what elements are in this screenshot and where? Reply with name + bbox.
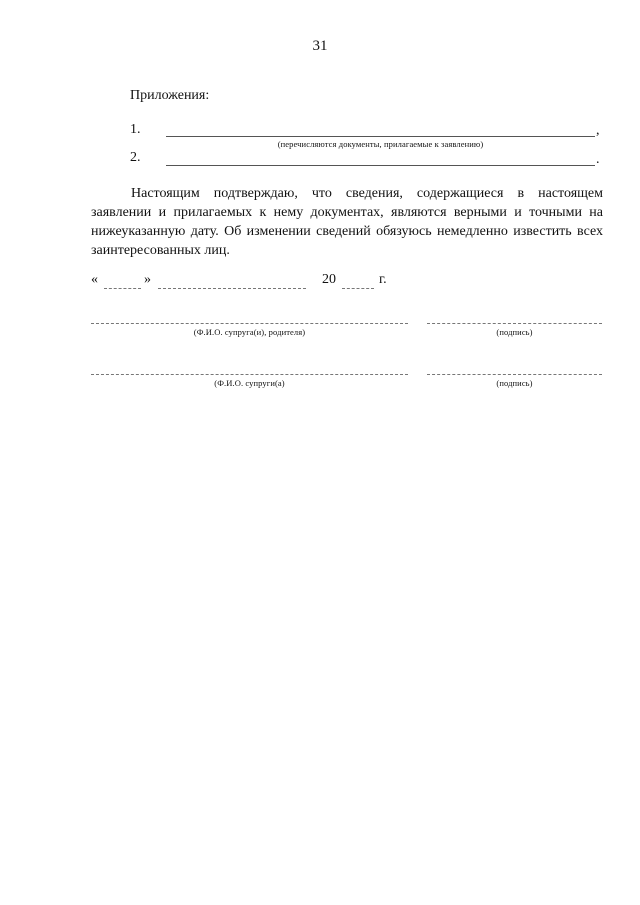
attachments-title: Приложения: xyxy=(130,88,210,103)
date-year-suffix: г. xyxy=(379,272,387,287)
signature-sign-line-1 xyxy=(427,323,602,324)
attachment-end-2: . xyxy=(596,152,600,167)
date-year-prefix: 20 xyxy=(322,272,336,287)
attachment-hint: (перечисляются документы, прилагаемые к заявлению) xyxy=(277,139,484,149)
date-year-blank xyxy=(342,288,374,289)
attachment-number-1: 1. xyxy=(130,122,141,137)
date-month-blank xyxy=(158,288,306,289)
signature-sign-line-2 xyxy=(427,374,602,375)
signature-sign-label-2: (подпись) xyxy=(496,378,533,388)
signature-name-label-1: (Ф.И.О. супруга(и), родителя) xyxy=(193,327,306,337)
date-day-blank xyxy=(104,288,141,289)
attachment-line-1 xyxy=(166,136,595,137)
date-open-quote: « xyxy=(91,272,98,287)
signature-name-label-2: (Ф.И.О. супруги(а) xyxy=(214,378,285,388)
attachment-line-2 xyxy=(166,165,595,166)
confirmation-paragraph: Настоящим подтверждаю, что сведения, содержащиеся в настоящем заявлении и прилагаемых к нему документах, являются верными и точными на нижеуказанную дату. Об изменении сведений обязуюсь немедленно известить всех заинтересованных лиц. xyxy=(91,186,603,258)
attachment-end-1: , xyxy=(596,123,600,138)
date-close-quote: » xyxy=(144,272,151,287)
page-number: 31 xyxy=(312,38,328,54)
signature-name-line-1 xyxy=(91,323,408,324)
attachment-number-2: 2. xyxy=(130,150,141,165)
signature-name-line-2 xyxy=(91,374,408,375)
signature-sign-label-1: (подпись) xyxy=(496,327,533,337)
